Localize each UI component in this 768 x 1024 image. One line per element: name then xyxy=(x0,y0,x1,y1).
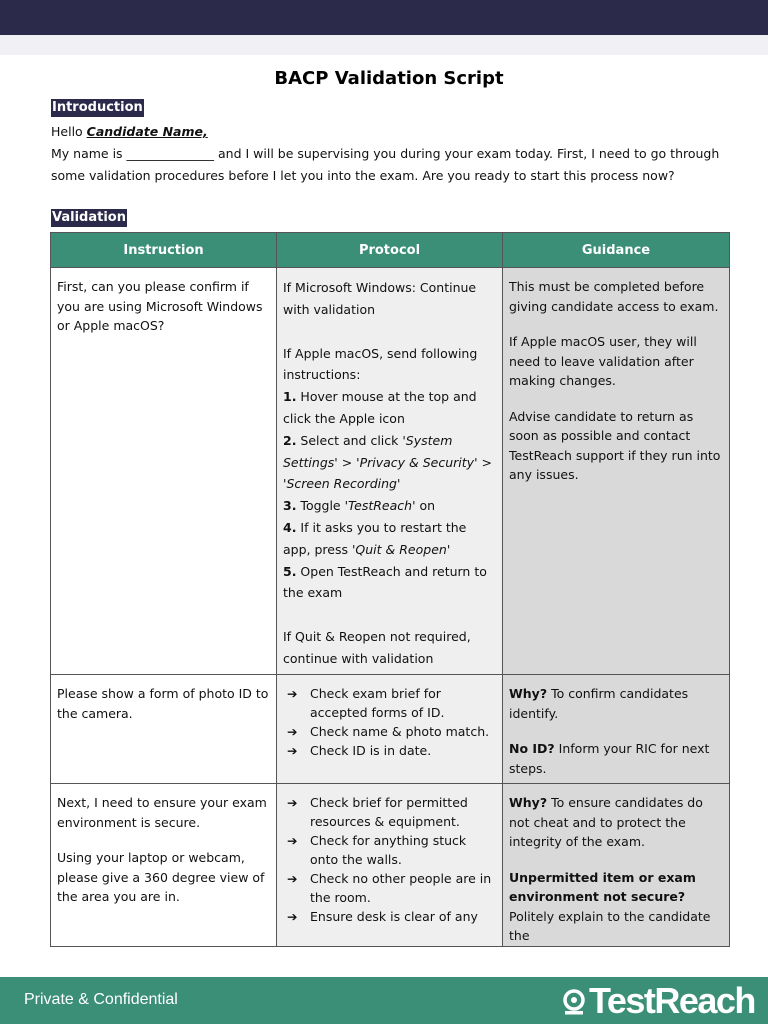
list-item: ➔ Ensure desk is clear of any xyxy=(287,909,478,924)
protocol-mac-intro: If Apple macOS, send following instructions: xyxy=(283,345,478,383)
intro-paragraph xyxy=(51,143,741,186)
guidance-why: Why? To confirm candidates identify. xyxy=(509,686,689,721)
arrow-icon: ➔ xyxy=(287,833,298,848)
validation-label: Validation xyxy=(52,210,126,225)
table-header-row xyxy=(51,233,730,268)
protocol-windows: If Microsoft Windows: Continue with validation xyxy=(283,280,477,317)
testreach-logo xyxy=(561,981,755,1021)
arrow-icon: ➔ xyxy=(287,743,298,758)
guidance-cell xyxy=(503,268,730,675)
guidance-why: Why? To ensure candidates do not cheat and to protect the integrity of the exam. xyxy=(509,795,703,849)
instruction-cell xyxy=(51,784,277,947)
list-item: ➔ Check brief for permitted resources & equipment. xyxy=(287,795,468,829)
arrow-icon: ➔ xyxy=(287,686,298,701)
guidance-text: Advise candidate to return as soon as possible and contact TestReach support if they run into any issues. xyxy=(509,408,721,482)
list-item: ➔ Check for anything stuck onto the walls. xyxy=(287,833,467,867)
header-protocol: Protocol xyxy=(277,233,503,268)
protocol-step: 2. Select and click 'System Settings' > 'Privacy & Security' > 'Screen Recording' xyxy=(283,432,492,492)
list-item: ➔ Check no other people are in the room. xyxy=(287,871,492,905)
logo-wordmark: TestReach xyxy=(589,980,755,1021)
top-strip xyxy=(0,35,768,55)
intro-greeting xyxy=(51,121,741,143)
guidance-no-id: No ID? Inform your RIC for next steps. xyxy=(509,741,710,776)
hello-text: Hello xyxy=(51,124,87,139)
intro-line-1: My name is ______________ and I will be supervising you during your exam today. First, I need to go through xyxy=(51,146,720,161)
footer-bar xyxy=(0,977,768,1024)
arrow-icon: ➔ xyxy=(287,871,298,886)
protocol-cell xyxy=(277,675,503,784)
introduction-label: Introduction xyxy=(52,100,143,115)
arrow-icon: ➔ xyxy=(287,795,298,810)
document-title: BACP Validation Script xyxy=(274,68,504,89)
table-row xyxy=(51,675,730,784)
guidance-unpermitted: Unpermitted item or exam environment not secure? Politely explain to the candidate the xyxy=(509,869,711,943)
protocol-step: 5. Open TestReach and return to the exam xyxy=(283,563,487,601)
instruction-text: Next, I need to ensure your exam environment is secure. xyxy=(57,795,267,830)
guidance-text: If Apple macOS user, they will need to leave validation after making changes. xyxy=(509,334,697,388)
guidance-cell xyxy=(503,675,730,784)
instruction-cell xyxy=(51,268,277,675)
instruction-text: Please show a form of photo ID to the camera. xyxy=(57,686,269,721)
instruction-text: Using your laptop or webcam, please give a 360 degree view of the area you are in. xyxy=(57,850,265,904)
candidate-name-placeholder: Candidate Name, xyxy=(86,124,208,139)
table-row xyxy=(51,784,730,947)
footer-confidential-text: Private & Confidential xyxy=(24,991,178,1008)
protocol-checklist xyxy=(283,793,496,926)
intro-line-2: some validation procedures before I let you into the exam. Are you ready to start this process now? xyxy=(51,167,675,183)
instruction-text: First, can you please confirm if you are using Microsoft Windows or Apple macOS? xyxy=(57,279,263,333)
protocol-step: 3. Toggle 'TestReach' on xyxy=(283,498,436,514)
protocol-cell xyxy=(277,268,503,675)
list-item: ➔ Check exam brief for accepted forms of ID. xyxy=(287,686,445,720)
top-banner xyxy=(0,0,768,35)
arrow-icon: ➔ xyxy=(287,724,298,739)
list-item: ➔ Check ID is in date. xyxy=(287,743,432,758)
table-row xyxy=(51,268,730,675)
protocol-cell xyxy=(277,784,503,947)
protocol-step: 1. Hover mouse at the top and click the Apple icon xyxy=(283,389,477,426)
instruction-cell xyxy=(51,675,277,784)
guidance-text: This must be completed before giving candidate access to exam. xyxy=(509,279,719,314)
guidance-cell xyxy=(503,784,730,947)
protocol-closing: If Quit & Reopen not required, continue with validation xyxy=(283,629,471,666)
protocol-step: 4. If it asks you to restart the app, press 'Quit & Reopen' xyxy=(283,519,467,557)
location-pin-icon xyxy=(561,985,587,1017)
header-guidance: Guidance xyxy=(503,233,730,268)
protocol-checklist xyxy=(283,684,496,760)
validation-table xyxy=(50,232,730,947)
header-instruction: Instruction xyxy=(51,233,277,268)
list-item: ➔ Check name & photo match. xyxy=(287,724,490,739)
arrow-icon: ➔ xyxy=(287,909,298,924)
